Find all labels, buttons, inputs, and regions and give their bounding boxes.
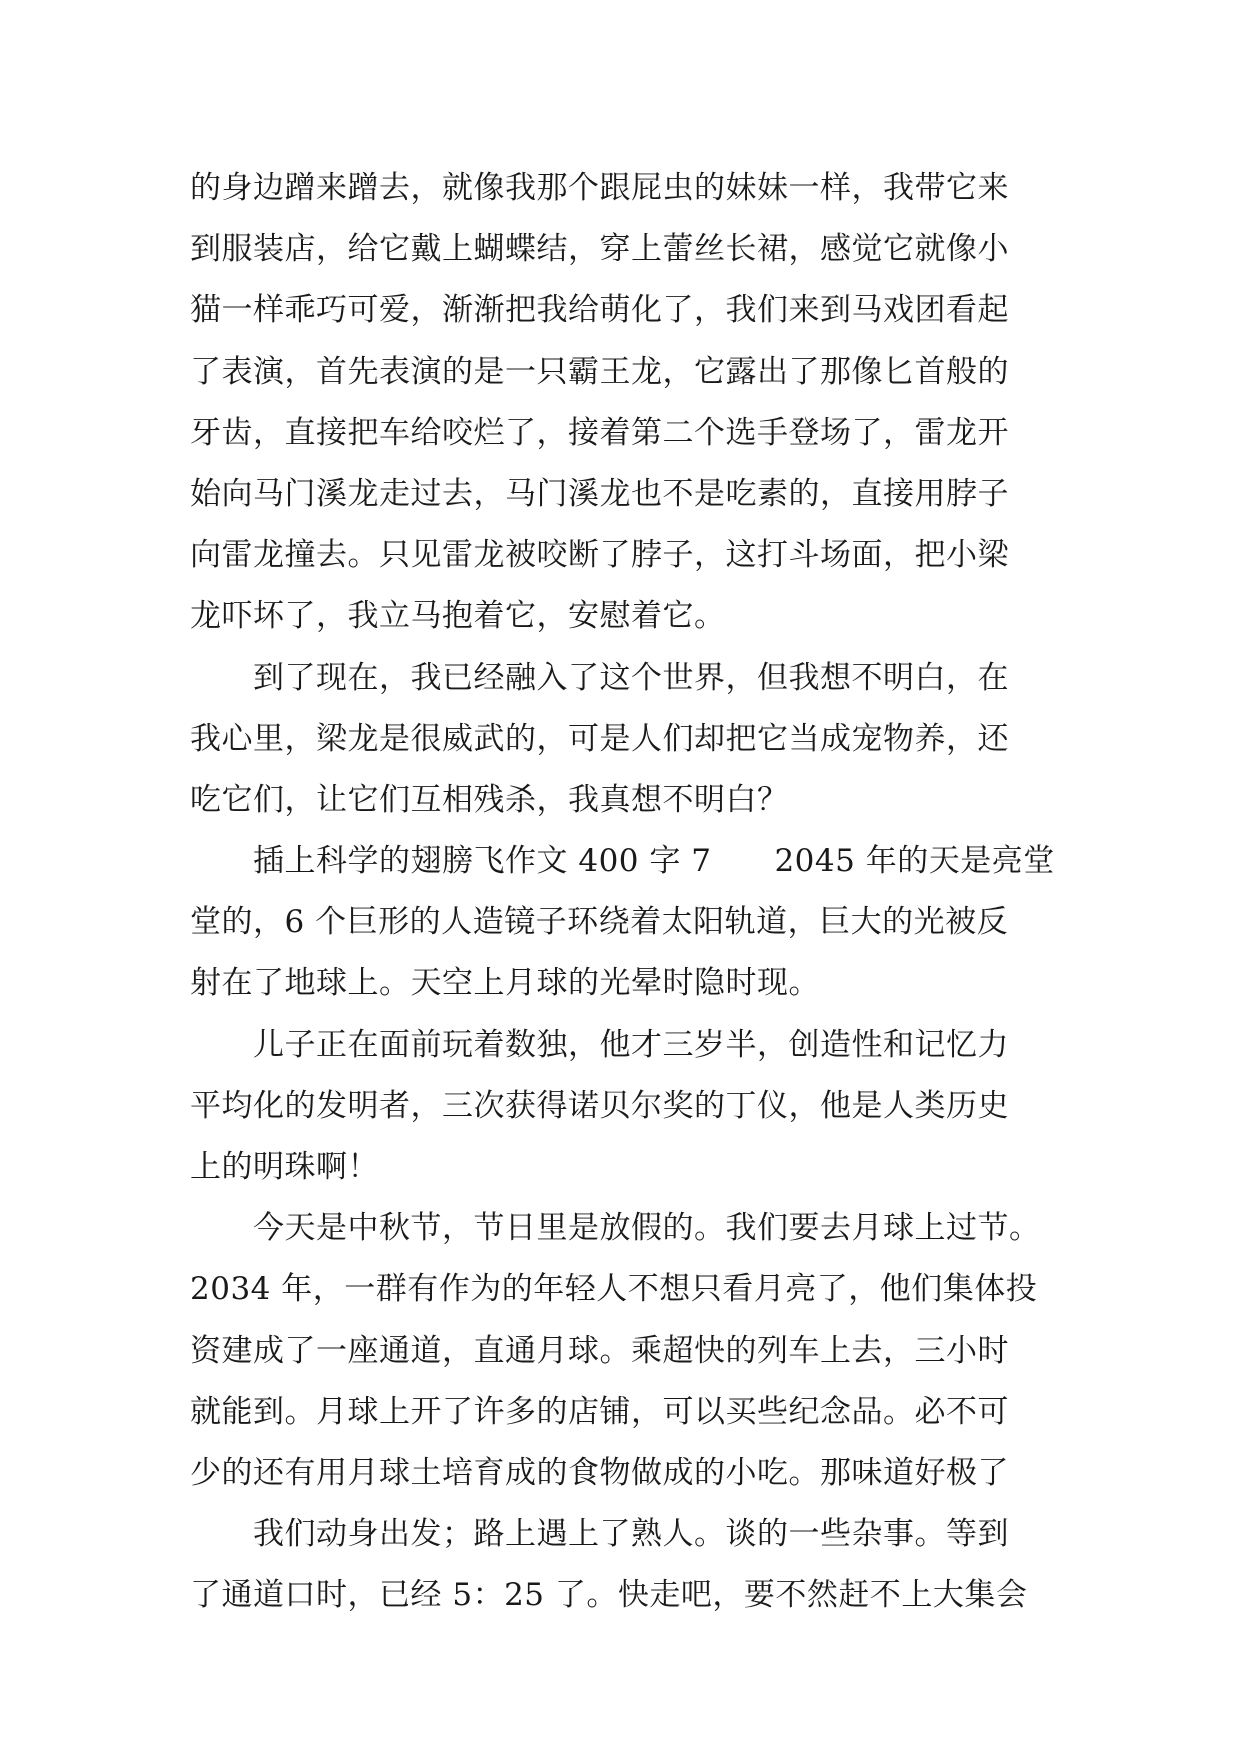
text-line: 的身边蹭来蹭去，就像我那个跟屁虫的妹妹一样，我带它来 xyxy=(190,170,1009,206)
text-line: 向雷龙撞去。只见雷龙被咬断了脖子，这打斗场面，把小梁 xyxy=(190,537,1009,574)
text-line: 2034 年，一群有作为的年轻人不想只看月亮了，他们集体投 xyxy=(190,1271,1038,1308)
text-line: 吃它们，让它们互相残杀，我真想不明白？ xyxy=(190,781,789,818)
text-line: 我心里，梁龙是很威武的，可是人们却把它当成宠物养，还 xyxy=(190,720,1009,757)
text-line: 牙齿，直接把车给咬烂了，接着第二个选手登场了，雷龙开 xyxy=(190,414,1009,451)
text-line: 就能到。月球上开了许多的店铺，可以买些纪念品。必不可 xyxy=(190,1393,1009,1430)
text-line: 少的还有用月球土培育成的食物做成的小吃。那味道好极了 xyxy=(190,1454,1009,1491)
text-line: 到服装店，给它戴上蝴蝶结，穿上蕾丝长裙，感觉它就像小 xyxy=(190,231,1009,268)
text-line: 资建成了一座通道，直通月球。乘超快的列车上去，三小时 xyxy=(190,1332,1009,1369)
text-line: 今天是中秋节，节日里是放假的。我们要去月球上过节。 xyxy=(190,1210,1041,1247)
text-line: 我们动身出发；路上遇上了熟人。谈的一些杂事。等到 xyxy=(190,1516,1009,1553)
text-line: 了通道口时，已经 5：25 了。快走吧，要不然赶不上大集会 xyxy=(190,1577,1028,1614)
text-line: 猫一样乖巧可爱，渐渐把我给萌化了，我们来到马戏团看起 xyxy=(190,292,1009,329)
text-line: 插上科学的翅膀飞作文 400 字 7 2045 年的天是亮堂 xyxy=(190,843,1055,880)
text-line: 到了现在，我已经融入了这个世界，但我想不明白，在 xyxy=(190,659,1009,696)
body-text xyxy=(190,158,1055,1627)
text-line: 平均化的发明者，三次获得诺贝尔奖的丁仪，他是人类历史 xyxy=(190,1087,1009,1124)
text-line: 堂的，6 个巨形的人造镜子环绕着太阳轨道，巨大的光被反 xyxy=(190,904,1009,941)
text-line: 射在了地球上。天空上月球的光晕时隐时现。 xyxy=(190,965,820,1002)
text-line: 上的明珠啊！ xyxy=(190,1149,379,1185)
text-line: 始向马门溪龙走过去，马门溪龙也不是吃素的，直接用脖子 xyxy=(190,475,1009,512)
text-line: 了表演，首先表演的是一只霸王龙，它露出了那像匕首般的 xyxy=(190,353,1009,390)
text-line: 儿子正在面前玩着数独，他才三岁半，创造性和记忆力 xyxy=(190,1026,1009,1063)
text-line: 龙吓坏了，我立马抱着它，安慰着它。 xyxy=(190,598,726,635)
